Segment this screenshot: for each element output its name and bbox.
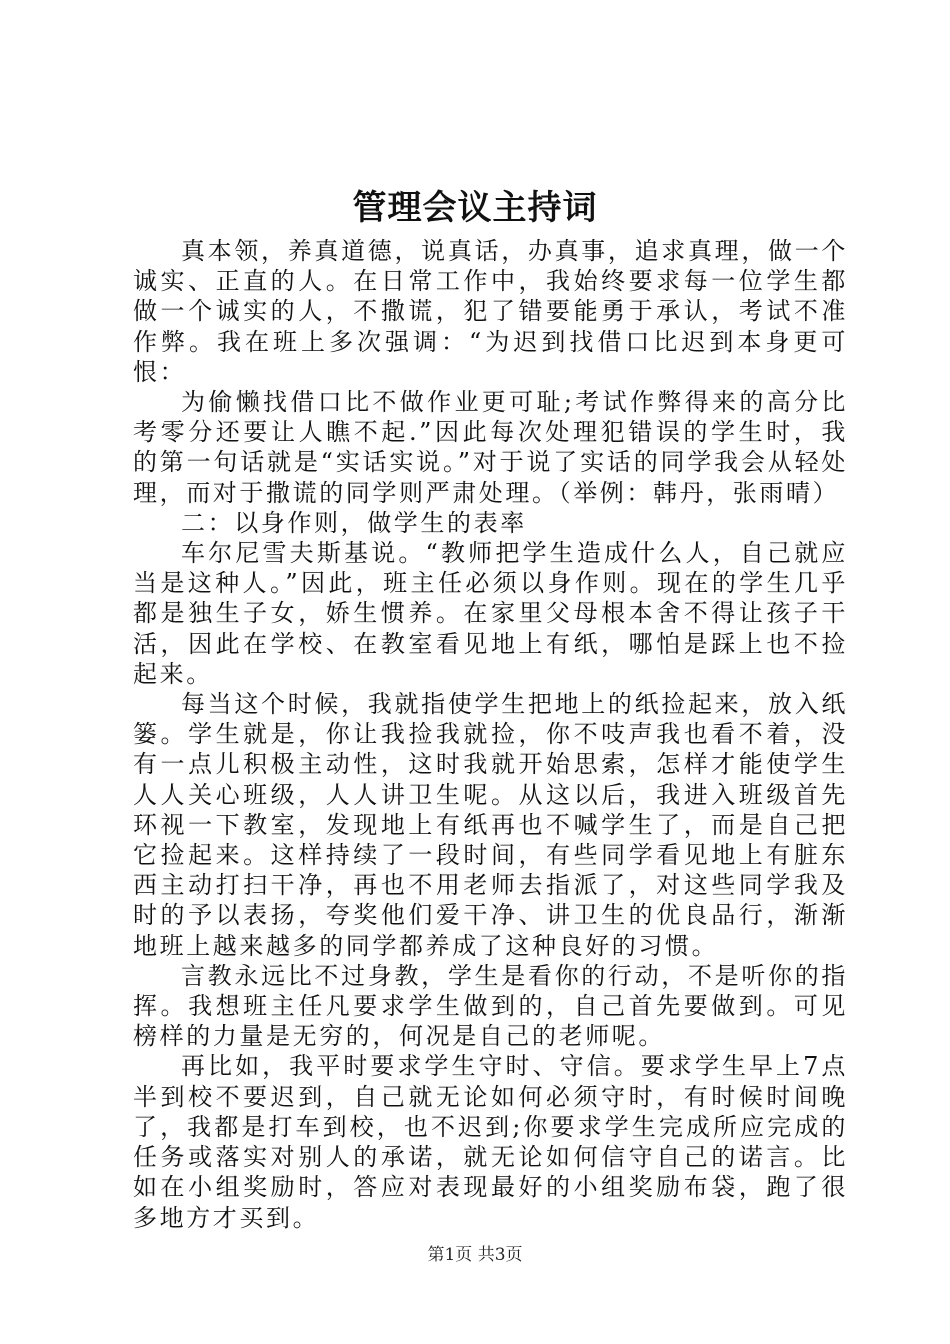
document-body [133, 236, 848, 1233]
section-heading-2: 二：以身作则，做学生的表率 [181, 508, 527, 537]
paragraph-1: 真本领，养真道德，说真话，办真事，追求真理，做一个诚实、正直的人。在日常工作中，我始终要求每一位学生都做一个诚实的人，不撒谎，犯了错要能勇于承认，考试不准作弊。我在班上多次强调：“为迟到找借口比迟到本身更可恨： [133, 237, 848, 386]
paragraph-2: 为偷懒找借口比不做作业更可耻;考试作弊得来的高分比考零分还要让人瞧不起.”因此每次处理犯错误的学生时，我的第一句话就是“实话实说。”对于说了实话的同学我会从轻处理，而对于撒谎的同学则严肃处理。（举例：韩丹，张雨晴） [133, 388, 848, 507]
paragraph-4: 每当这个时候，我就指使学生把地上的纸捡起来，放入纸篓。学生就是，你让我捡我就捡，你不吱声我也看不着，没有一点儿积极主动性，这时我就开始思索，怎样才能使学生人人关心班级，人人讲卫生呢。从这以后，我进入班级首先环视一下教室，发现地上有纸再也不喊学生了，而是自己把它捡起来。这样持续了一段时间，有些同学看见地上有脏东西主动打扫干净，再也不用老师去指派了，对这些同学我及时的予以表扬，夸奖他们爱干净、讲卫生的优良品行，渐渐地班上越来越多的同学都养成了这种良好的习惯。 [133, 690, 848, 960]
document-title: 管理会议主持词 [352, 188, 598, 228]
page-footer: 第1页 共3页 [427, 1245, 523, 1265]
paragraph-5: 言教永远比不过身教，学生是看你的行动，不是听你的指挥。我想班主任凡要求学生做到的，自己首先要做到。可见榜样的力量是无穷的，何况是自己的老师呢。 [133, 961, 848, 1051]
paragraph-3: 车尔尼雪夫斯基说。“教师把学生造成什么人，自己就应当是这种人。”因此，班主任必须以身作则。现在的学生几乎都是独生子女，娇生惯养。在家里父母根本舍不得让孩子干活，因此在学校、在教室看见地上有纸，哪怕是踩上也不捡起来。 [133, 539, 848, 688]
paragraph-6: 再比如，我平时要求学生守时、守信。要求学生早上7点半到校不要迟到，自己就无论如何必须守时，有时候时间晚了，我都是打车到校，也不迟到;你要求学生完成所应完成的任务或落实对别人的承诺，就无论如何信守自己的诺言。比如在小组奖励时，答应对表现最好的小组奖励布袋，跑了很多地方才买到。 [133, 1052, 848, 1232]
